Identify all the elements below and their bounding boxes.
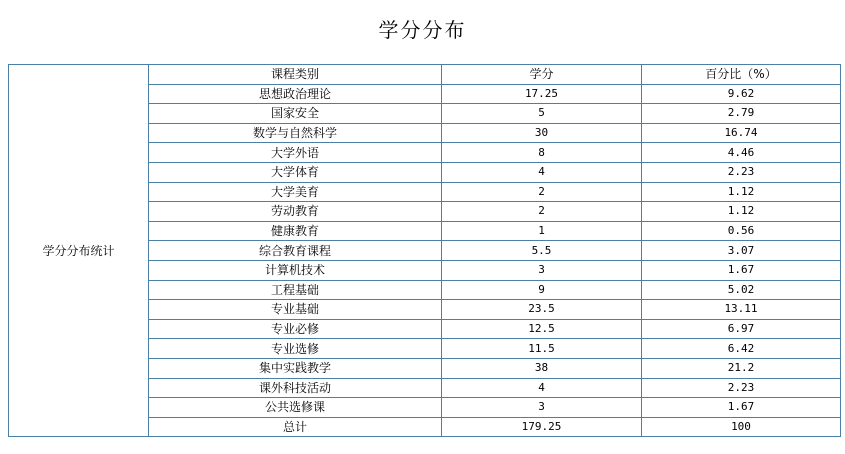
cell-category: 大学体育 (149, 162, 442, 182)
cell-percent: 16.74 (642, 123, 841, 143)
cell-category: 专业必修 (149, 319, 442, 339)
cell-category: 集中实践教学 (149, 358, 442, 378)
cell-category: 专业选修 (149, 339, 442, 359)
column-header-category: 课程类别 (149, 65, 442, 85)
cell-credit: 17.25 (442, 84, 642, 104)
cell-credit: 179.25 (442, 417, 642, 437)
cell-percent: 2.23 (642, 162, 841, 182)
cell-percent: 3.07 (642, 241, 841, 261)
cell-credit: 4 (442, 378, 642, 398)
cell-percent: 2.79 (642, 104, 841, 124)
cell-category: 工程基础 (149, 280, 442, 300)
cell-category: 总计 (149, 417, 442, 437)
cell-credit: 30 (442, 123, 642, 143)
cell-percent: 9.62 (642, 84, 841, 104)
cell-credit: 23.5 (442, 300, 642, 320)
page-title: 学分分布 (378, 18, 467, 42)
cell-credit: 12.5 (442, 319, 642, 339)
cell-credit: 5 (442, 104, 642, 124)
cell-category: 健康教育 (149, 221, 442, 241)
cell-percent: 6.97 (642, 319, 841, 339)
cell-percent: 13.11 (642, 300, 841, 320)
cell-percent: 21.2 (642, 358, 841, 378)
cell-percent: 0.56 (642, 221, 841, 241)
cell-percent: 4.46 (642, 143, 841, 163)
cell-percent: 6.42 (642, 339, 841, 359)
column-header-credit: 学分 (442, 65, 642, 85)
cell-category: 综合教育课程 (149, 241, 442, 261)
cell-credit: 2 (442, 202, 642, 222)
cell-category: 专业基础 (149, 300, 442, 320)
cell-percent: 1.12 (642, 202, 841, 222)
cell-category: 思想政治理论 (149, 84, 442, 104)
cell-credit: 1 (442, 221, 642, 241)
cell-credit: 4 (442, 162, 642, 182)
cell-percent: 2.23 (642, 378, 841, 398)
cell-category: 大学外语 (149, 143, 442, 163)
credit-distribution-table (8, 64, 841, 437)
cell-percent: 1.67 (642, 260, 841, 280)
cell-category: 课外科技活动 (149, 378, 442, 398)
cell-credit: 3 (442, 398, 642, 418)
cell-credit: 38 (442, 358, 642, 378)
cell-percent: 1.67 (642, 398, 841, 418)
cell-credit: 3 (442, 260, 642, 280)
cell-category: 国家安全 (149, 104, 442, 124)
cell-credit: 5.5 (442, 241, 642, 261)
cell-percent: 100 (642, 417, 841, 437)
cell-credit: 11.5 (442, 339, 642, 359)
cell-category: 大学美育 (149, 182, 442, 202)
cell-category: 数学与自然科学 (149, 123, 442, 143)
cell-category: 计算机技术 (149, 260, 442, 280)
cell-percent: 1.12 (642, 182, 841, 202)
cell-credit: 2 (442, 182, 642, 202)
cell-percent: 5.02 (642, 280, 841, 300)
cell-category: 公共选修课 (149, 398, 442, 418)
side-label: 学分分布统计 (9, 65, 149, 437)
cell-category: 劳动教育 (149, 202, 442, 222)
cell-credit: 9 (442, 280, 642, 300)
cell-credit: 8 (442, 143, 642, 163)
column-header-percent: 百分比（%） (642, 65, 841, 85)
table-header-row (9, 65, 841, 85)
